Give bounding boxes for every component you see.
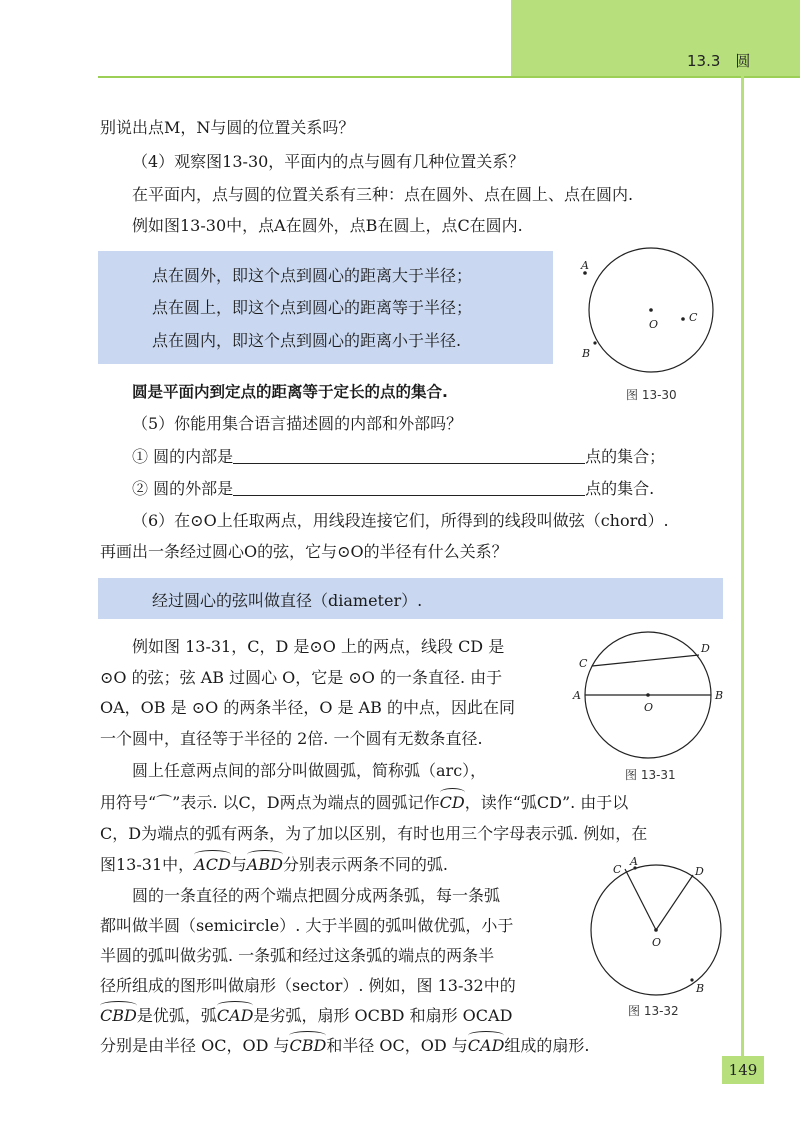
label-o: O — [652, 936, 662, 949]
label-c: C — [579, 657, 588, 670]
label-o: O — [644, 701, 654, 714]
blank-exterior[interactable] — [233, 479, 585, 496]
semicircle-line6-prefix: 分别是由半径 OC，OD 与 — [100, 1036, 290, 1055]
fill-exterior-prefix: ② 圆的外部是 — [132, 479, 234, 498]
question-6-line2: 再画出一条经过圆心O的弦，它与⊙O的半径有什么关系？ — [100, 542, 508, 561]
semicircle-line2: 都叫做半圆（semicircle）. 大于半圆的弧叫做优弧，小于 — [100, 916, 514, 935]
arc-line2-suffix: ，读作“弧CD”. 由于以 — [464, 793, 629, 812]
arc-acd: ACD — [194, 855, 231, 874]
rule-inside: 点在圆内，即这个点到圆心的距离小于半径. — [152, 331, 462, 350]
figure-13-30 — [575, 255, 735, 375]
figure-13-31 — [570, 630, 730, 770]
radius-od — [656, 875, 693, 930]
label-a: A — [581, 259, 589, 272]
header-rule — [98, 76, 800, 78]
question-4: （4）观察图13-30，平面内的点与圆有几种位置关系？ — [132, 152, 525, 171]
question-5: （5）你能用集合语言描述圆的内部和外部吗？ — [132, 414, 463, 433]
semicircle-line1: 圆的一条直径的两个端点把圆分成两条弧，每一条弧 — [132, 886, 501, 905]
diameter-definition: 经过圆心的弦叫做直径（diameter）. — [152, 591, 423, 610]
chord-cd — [592, 655, 699, 666]
label-b: B — [715, 689, 724, 702]
semicircle-line3: 半圆的弧叫做劣弧. 一条弧和经过这条弧的端点的两条半 — [100, 946, 495, 965]
paragraph-p3: 在平面内，点与圆的位置关系有三种：点在圆外、点在圆上、点在圆内. — [132, 185, 634, 204]
label-d: D — [701, 642, 710, 655]
paragraph-p1: 别说出点M，N与圆的位置关系吗？ — [100, 118, 355, 137]
label-a: A — [573, 689, 581, 702]
fill-interior-prefix: ① 圆的内部是 — [132, 447, 234, 466]
arc-cd: CD — [439, 793, 465, 812]
label-c: C — [613, 863, 622, 876]
example-line4: 一个圆中，直径等于半径的 2倍. 一个圆有无数条直径. — [100, 729, 483, 748]
label-b: B — [582, 347, 591, 360]
label-a: A — [630, 855, 638, 868]
side-rule — [741, 76, 744, 1056]
semicircle-line4: 径所组成的图形叫做扇形（sector）. 例如，图 13-32中的 — [100, 976, 516, 995]
semicircle-line6-suffix: 组成的扇形. — [504, 1036, 590, 1055]
center-o-dot — [649, 308, 653, 312]
rule-outside: 点在圆外，即这个点到圆心的距离大于半径； — [152, 266, 473, 285]
arc-line4-prefix: 图13-31中， — [100, 855, 195, 874]
figure-13-32 — [580, 855, 740, 1000]
arc-line2-prefix: 用符号“⌒”表示. 以C，D两点为端点的圆弧记作 — [100, 793, 440, 812]
semicircle-line5-mid: 是优弧，弧 — [136, 1006, 217, 1025]
fill-exterior — [132, 478, 654, 500]
label-d: D — [695, 865, 704, 878]
fill-exterior-suffix: 点的集合. — [585, 479, 655, 498]
semicircle-line6-mid: 和半径 OC，OD 与 — [326, 1036, 468, 1055]
arc-cad: CAD — [216, 1006, 254, 1025]
arc-line3: C，D为端点的弧有两条，为了加以区别，有时也用三个字母表示弧. 例如，在 — [100, 824, 648, 843]
semicircle-line5 — [100, 1005, 512, 1027]
point-b-dot — [690, 978, 693, 981]
radius-oc — [625, 869, 656, 930]
arc-cad-2: CAD — [467, 1036, 505, 1055]
point-c-dot — [681, 317, 685, 321]
fill-interior-suffix: 点的集合； — [585, 447, 666, 466]
caption-13-32: 图 13-32 — [628, 1004, 679, 1018]
rule-on: 点在圆上，即这个点到圆心的距离等于半径； — [152, 298, 473, 317]
page-number: 149 — [722, 1056, 764, 1084]
point-b-dot — [593, 341, 596, 344]
arc-line2 — [100, 792, 628, 814]
example-line1: 例如图 13-31，C，D 是⊙O 上的两点，线段 CD 是 — [132, 637, 505, 656]
caption-13-30: 图 13-30 — [626, 388, 677, 402]
example-line3: OA，OB 是 ⊙O 的两条半径，O 是 AB 的中点，因此在同 — [100, 698, 516, 717]
arc-line1: 圆上任意两点间的部分叫做圆弧，简称弧（arc）， — [132, 761, 487, 780]
question-6-line1: （6）在⊙O上任取两点，用线段连接它们，所得到的线段叫做弦（chord）. — [132, 511, 669, 530]
arc-line4 — [100, 854, 448, 876]
arc-line4-suffix: 分别表示两条不同的弧. — [282, 855, 449, 874]
label-c: C — [689, 311, 698, 324]
center-o-dot — [646, 693, 650, 697]
circle-definition: 圆是平面内到定点的距离等于定长的点的集合. — [132, 383, 448, 401]
arc-cbd-2: CBD — [289, 1036, 327, 1055]
label-b: B — [696, 982, 705, 995]
center-o-dot — [654, 928, 658, 932]
fill-interior — [132, 446, 665, 468]
label-o: O — [649, 318, 659, 331]
arc-abd: ABD — [246, 855, 283, 874]
paragraph-p4: 例如图13-30中，点A在圆外，点B在圆上，点C在圆内. — [132, 216, 523, 235]
semicircle-line5-suffix: 是劣弧，扇形 OCBD 和扇形 OCAD — [253, 1006, 513, 1025]
caption-13-31: 图 13-31 — [625, 768, 676, 782]
section-title: 13.3 圆 — [687, 52, 751, 70]
example-line2: ⊙O 的弦；弦 AB 过圆心 O，它是 ⊙O 的一条直径. 由于 — [100, 668, 503, 687]
blank-interior[interactable] — [233, 447, 585, 464]
arc-line4-mid: 与 — [230, 855, 247, 874]
header-band — [511, 0, 800, 76]
semicircle-line6 — [100, 1035, 590, 1057]
arc-cbd: CBD — [100, 1006, 137, 1025]
